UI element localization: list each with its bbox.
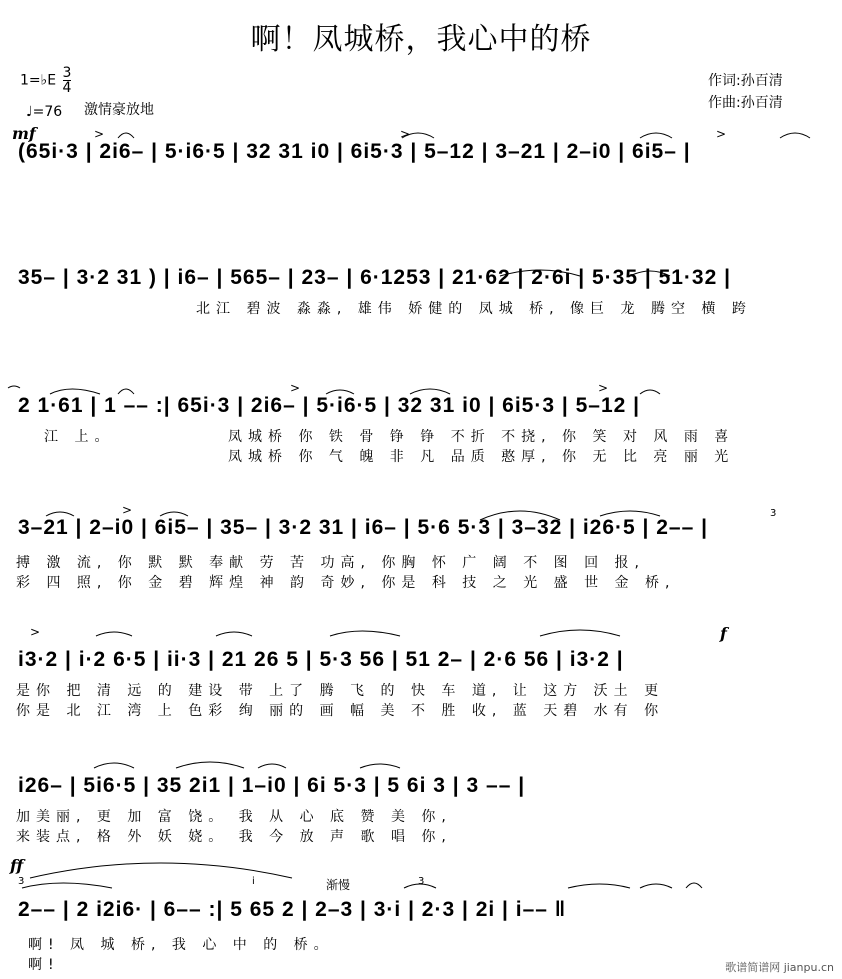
accent-mark: >	[122, 506, 133, 517]
lyrics-line-3-verse-2: 凤城桥 你 气 魄 非 凡 品质 憨厚, 你 无 比 亮 丽 光	[228, 449, 735, 465]
lyrics-line-5-verse-2: 你是 北 江 湾 上 色彩 绚 丽的 画 幅 美 不 胜 收, 蓝 天碧 水有 你	[16, 703, 665, 719]
lyrics-line-3-verse-1b: 凤城桥 你 铁 骨 铮 铮 不折 不挠, 你 笑 对 风 雨 喜	[228, 429, 735, 445]
watermark: 歌谱简谱网 jianpu.cn	[725, 961, 834, 974]
slur-marks	[0, 862, 842, 902]
triplet-mark: i	[252, 876, 255, 887]
score-line-4	[0, 506, 842, 590]
dynamic-mf: mf	[12, 124, 36, 143]
accent-mark: >	[30, 628, 41, 639]
tempo-change-rit: 渐慢	[326, 878, 351, 892]
dynamic-ff: ff	[10, 856, 24, 875]
accent-mark: >	[400, 128, 411, 141]
score-line-6	[0, 758, 842, 844]
lyrics-line-4-verse-1: 搏 激 流, 你 默 默 奉献 劳 苦 功高, 你胸 怀 广 阔 不 图 回 报,	[16, 555, 646, 571]
time-numerator: 3	[62, 65, 72, 81]
lyrics-line-7-verse-1: 啊! 凤 城 桥, 我 心 中 的 桥。	[28, 937, 334, 953]
accent-mark: >	[94, 128, 105, 141]
triplet-mark: 3	[770, 508, 777, 519]
lyrics-line-5-verse-1: 是你 把 清 远 的 建设 带 上了 腾 飞 的 快 车 道, 让 这方 沃土 更	[16, 683, 665, 699]
triplet-mark: 3	[418, 876, 425, 887]
lyrics-line-4-verse-2: 彩 四 照, 你 金 碧 辉煌 神 韵 奇妙, 你是 科 技 之 光 盛 世 金 桥,	[16, 575, 676, 591]
notes-line-6: i26– | 5i6·5 | 35 2i1 | 1–i0 | 6i 5·3 | 5 6i 3 | 3 –– |	[18, 774, 526, 797]
score-line-2	[0, 262, 842, 324]
time-denominator: 4	[62, 80, 72, 96]
accent-mark: >	[716, 128, 727, 141]
notes-line-4: 3–21 | 2–i0 | 6i5– | 35– | 3·2 31 | i6– | 5·6 5·3 | 3–32 | i26·5 | 2–– |	[18, 516, 709, 539]
composer-credit: 作曲:孙百清	[708, 95, 783, 111]
key-signature	[20, 66, 71, 95]
triplet-mark: 3	[18, 876, 25, 887]
notes-line-5: i3·2 | i·2 6·5 | ii·3 | 21 26 5 | 5·3 56 | 51 2– | 2·6 56 | i3·2 |	[18, 648, 624, 671]
fermata-mark	[686, 883, 702, 888]
score-line-5	[0, 628, 842, 718]
score-line-3	[0, 384, 842, 464]
tempo-marking: ♩=76	[26, 104, 63, 120]
expression-marking: 激情豪放地	[84, 102, 154, 118]
dynamic-f: f	[720, 624, 727, 643]
notes-line-1: (65i·3 | 2i6– | 5·i6·5 | 32 31 i0 | 6i5·3 | 5–12 | 3–21 | 2–i0 | 6i5– |	[18, 140, 691, 163]
slur-marks	[0, 628, 842, 648]
score-line-1	[0, 128, 842, 188]
lyrics-line-2-verse-1: 北江 碧波 淼淼, 雄伟 娇健的 凤城 桥, 像巨 龙 腾空 横 跨	[196, 301, 752, 317]
score-line-7	[0, 862, 842, 972]
lyricist-credit: 作词:孙百清	[708, 73, 783, 89]
lyrics-line-6-verse-2: 来装点, 格 外 妖 娆。 我 今 放 声 歌 唱 你,	[16, 829, 452, 845]
lyrics-line-6-verse-1: 加美丽, 更 加 富 饶。 我 从 心 底 赞 美 你,	[16, 809, 452, 825]
accent-mark: >	[598, 384, 609, 395]
notes-line-3: 2 1·61 | 1 –– :| 65i·3 | 2i6– | 5·i6·5 | 32 31 i0 | 6i5·3 | 5–12 |	[18, 394, 641, 417]
time-signature	[63, 66, 72, 95]
lyrics-line-3-verse-1a: 江 上。	[44, 429, 115, 445]
accent-mark: >	[290, 384, 301, 395]
page-title: 啊！凤城桥，我心中的桥	[250, 22, 592, 57]
lyrics-line-7-verse-2: 啊!	[28, 957, 60, 973]
key-label: 1=♭E	[20, 72, 57, 89]
notes-line-2: 35– | 3·2 31 ) | i6– | 565– | 23– | 6·1253 | 21·62 | 2·6i | 5·35 | 51·32 |	[18, 266, 731, 289]
notes-line-7: 2–– | 2 i2i6· | 6–– :| 5 65 2 | 2–3 | 3·i | 2·3 | 2i | i–– ‖	[18, 898, 567, 921]
